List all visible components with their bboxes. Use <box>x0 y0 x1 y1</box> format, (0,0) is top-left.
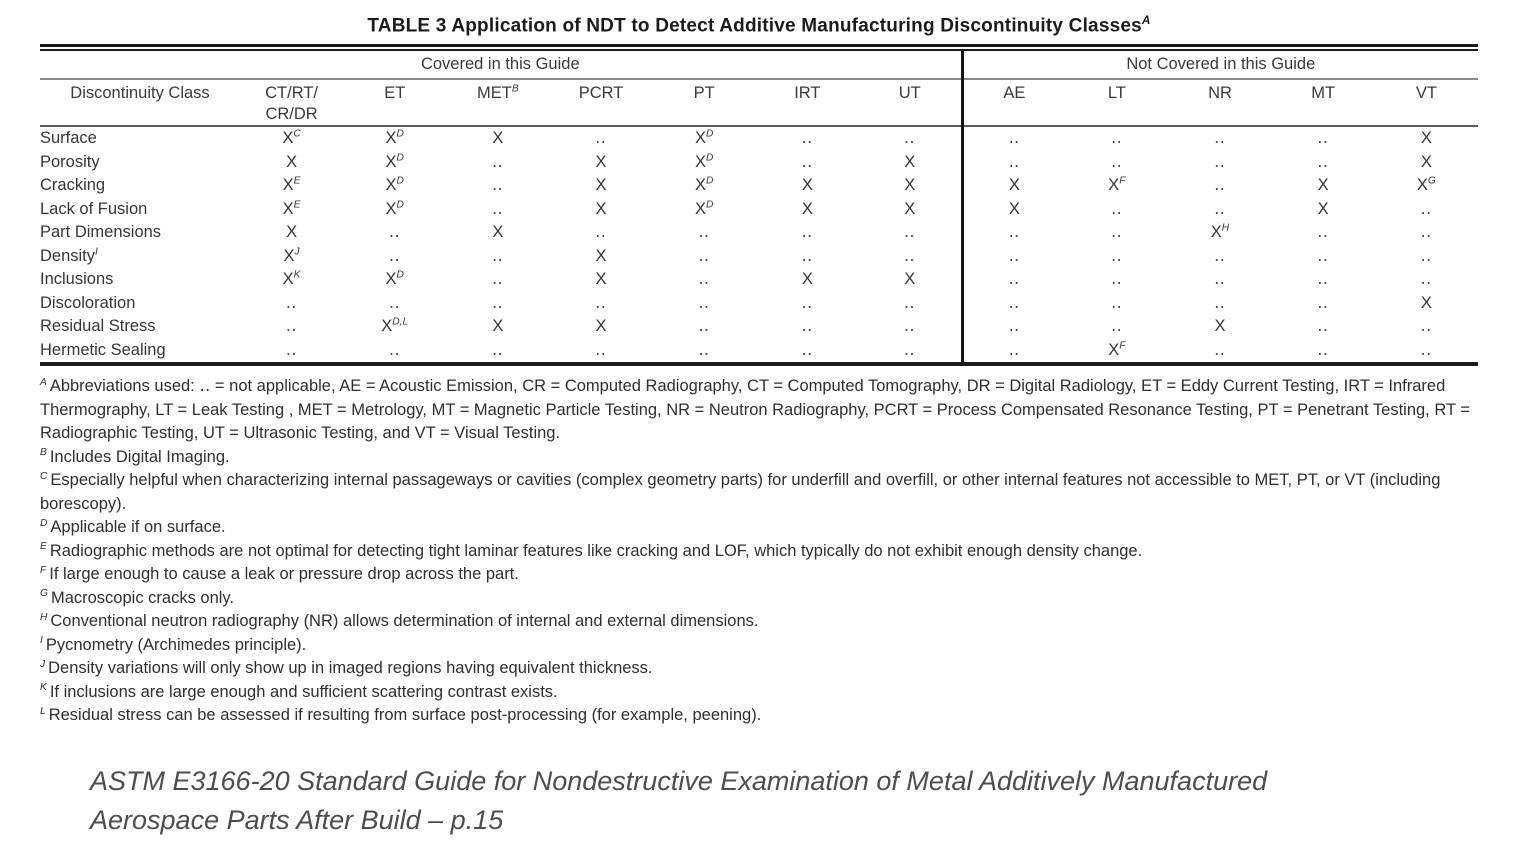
not-applicable-mark: ‥ <box>903 246 916 265</box>
footnote-k: $^K$ If inclusions are large enough and sufficient scattering contrast exists. <box>40 682 558 701</box>
table-cell <box>446 292 549 316</box>
group-header-row <box>40 51 1478 79</box>
table-cell: X <box>595 176 607 195</box>
footnote-e: $^E$ Radiographic methods are not optimal for detecting tight laminar features like cracking and LOF, which typically do not exhibit enough density change. <box>40 541 1143 560</box>
table-cell <box>859 339 962 365</box>
not-applicable-mark: ‥ <box>1008 317 1021 336</box>
table-cell: $X^D$ <box>695 128 714 148</box>
table-cell <box>653 268 756 292</box>
table-row <box>40 126 1478 151</box>
group-header-not-covered: Not Covered in this Guide <box>962 51 1478 79</box>
not-applicable-mark: ‥ <box>903 223 916 242</box>
table-cell <box>962 126 1065 151</box>
not-applicable-mark: ‥ <box>698 246 711 265</box>
not-applicable-mark: ‥ <box>1317 293 1330 312</box>
table-cell: X <box>595 270 607 289</box>
not-applicable-mark: ‥ <box>1317 340 1330 359</box>
table-cell: X <box>595 152 607 171</box>
column-header-et: ET <box>343 79 446 126</box>
column-header-lt: LT <box>1065 79 1168 126</box>
citation-text: ASTM E3166-20 Standard Guide for Nondestructive Examination of Metal Additively Manufactured Aerospace Parts After Build – p.15 <box>90 765 1268 835</box>
not-applicable-mark: ‥ <box>388 223 401 242</box>
ndt-application-table <box>40 51 1478 366</box>
not-applicable-mark: ‥ <box>1317 129 1330 148</box>
table-cell <box>240 315 343 339</box>
not-applicable-mark: ‥ <box>1008 152 1021 171</box>
table-cell: $X^E$ <box>282 199 301 218</box>
table-cell: X <box>1317 176 1329 195</box>
table-cell <box>756 245 859 269</box>
not-applicable-mark: ‥ <box>1008 129 1021 148</box>
table-cell <box>859 245 962 269</box>
not-applicable-mark: ‥ <box>1213 340 1226 359</box>
not-applicable-mark: ‥ <box>801 223 814 242</box>
table-cell: X <box>595 317 607 336</box>
table-row <box>40 245 1478 269</box>
not-applicable-mark: ‥ <box>1110 317 1123 336</box>
table-cell: $X^D$ <box>695 152 714 171</box>
table-cell <box>653 221 756 245</box>
table-cell: $X^E$ <box>282 175 301 195</box>
table-cell: $X^D$ <box>385 269 404 289</box>
not-applicable-mark: ‥ <box>698 270 711 289</box>
column-header-pt: PT <box>653 79 756 126</box>
table-cell <box>446 339 549 365</box>
table-cell: $X^F$ <box>1108 340 1126 359</box>
table-cell <box>1375 245 1478 269</box>
table-cell <box>859 292 962 316</box>
column-header-pcrt: PCRT <box>549 79 652 126</box>
table-cell <box>962 315 1065 339</box>
not-applicable-mark: ‥ <box>1420 223 1433 242</box>
table-cell: X <box>801 199 813 218</box>
table-cell: X <box>962 198 1065 222</box>
table-cell <box>1272 245 1375 269</box>
table-cell <box>343 221 446 245</box>
table-cell <box>343 245 446 269</box>
table-cell <box>446 245 549 269</box>
footnote-i: $^I$ Pycnometry (Archimedes principle). <box>40 635 307 654</box>
not-applicable-mark: ‥ <box>1317 317 1330 336</box>
table-cell <box>1065 245 1168 269</box>
footnote-h: $^H$ Conventional neutron radiography (NR) allows determination of internal and external dimensions. <box>40 611 759 631</box>
table-row <box>40 292 1478 316</box>
not-applicable-mark: ‥ <box>491 199 504 218</box>
table-cell: $X^K$ <box>282 269 301 289</box>
not-applicable-mark: ‥ <box>595 340 608 359</box>
table-cell: X <box>904 199 916 218</box>
row-label: Discoloration <box>40 293 136 312</box>
not-applicable-mark: ‥ <box>1420 317 1433 336</box>
not-applicable-mark: ‥ <box>1420 199 1433 218</box>
not-applicable-mark: ‥ <box>491 152 504 171</box>
not-applicable-mark: ‥ <box>1110 246 1123 265</box>
column-header-ae: AE <box>962 79 1065 126</box>
table-cell: $X^G$ <box>1416 175 1436 195</box>
not-applicable-mark: ‥ <box>1213 199 1226 218</box>
not-applicable-mark: ‥ <box>1317 223 1330 242</box>
table-cell <box>1375 268 1478 292</box>
table-cell <box>1168 245 1271 269</box>
row-label: Lack of Fusion <box>40 199 148 218</box>
table-cell <box>1065 268 1168 292</box>
not-applicable-mark: ‥ <box>1110 270 1123 289</box>
not-applicable-mark: ‥ <box>801 293 814 312</box>
footnotes-block <box>40 375 1478 728</box>
table-title-text: TABLE 3 Application of NDT to Detect Additive Manufacturing Discontinuity Classes <box>367 15 1142 37</box>
table-cell: X <box>1420 129 1432 148</box>
table-cell <box>1272 151 1375 175</box>
not-applicable-mark: ‥ <box>1110 199 1123 218</box>
table-cell <box>756 151 859 175</box>
table-cell <box>756 221 859 245</box>
not-applicable-mark: ‥ <box>285 340 298 359</box>
table-cell <box>653 292 756 316</box>
not-applicable-mark: ‥ <box>698 223 711 242</box>
row-label: Part Dimensions <box>40 223 162 242</box>
table-cell: $X^H$ <box>1210 222 1230 242</box>
table-cell <box>1065 221 1168 245</box>
table-cell <box>343 292 446 316</box>
not-applicable-mark: ‥ <box>491 246 504 265</box>
table-cell <box>446 268 549 292</box>
table-cell <box>962 221 1065 245</box>
not-applicable-mark: ‥ <box>903 129 916 148</box>
table-top-rule <box>40 44 1478 51</box>
row-label: Surface <box>40 129 97 148</box>
not-applicable-mark: ‥ <box>1317 270 1330 289</box>
not-applicable-mark: ‥ <box>1110 223 1123 242</box>
table-cell <box>1168 292 1271 316</box>
table-cell: X <box>904 270 916 289</box>
table-cell: X <box>904 152 916 171</box>
table-cell <box>1272 126 1375 151</box>
table-cell <box>1065 315 1168 339</box>
table-cell <box>756 315 859 339</box>
column-header-row <box>40 79 1478 126</box>
not-applicable-mark: ‥ <box>1110 129 1123 148</box>
table-cell: X <box>1317 199 1329 218</box>
table-row <box>40 268 1478 292</box>
not-applicable-mark: ‥ <box>1110 152 1123 171</box>
table-cell <box>653 315 756 339</box>
citation <box>90 762 1280 840</box>
not-applicable-mark: ‥ <box>903 340 916 359</box>
table-cell <box>1168 151 1271 175</box>
table-cell: $X^{D,L}$ <box>381 316 409 336</box>
table-cell <box>1065 151 1168 175</box>
footnote-j: $^J$ Density variations will only show up in imaged regions having equivalent thickness. <box>40 658 653 678</box>
table-cell <box>962 339 1065 365</box>
table-cell <box>1065 126 1168 151</box>
table-cell: X <box>1214 317 1226 336</box>
table-cell <box>1375 221 1478 245</box>
not-applicable-mark: ‥ <box>1213 176 1226 195</box>
table-cell <box>756 126 859 151</box>
table-cell <box>1375 198 1478 222</box>
group-header-covered: Covered in this Guide <box>40 51 962 79</box>
table-cell: $X^F$ <box>1108 175 1126 195</box>
table-cell: X <box>286 223 298 242</box>
table-cell <box>1168 268 1271 292</box>
table-cell <box>962 268 1065 292</box>
table-row <box>40 221 1478 245</box>
table-row <box>40 315 1478 339</box>
table-cell <box>549 126 652 151</box>
table-cell <box>240 292 343 316</box>
table-cell <box>653 339 756 365</box>
not-applicable-mark: ‥ <box>595 293 608 312</box>
table-row <box>40 174 1478 198</box>
table-cell: X <box>492 129 504 148</box>
table-cell: X <box>492 317 504 336</box>
table-cell: $X^D$ <box>385 152 404 171</box>
column-header-nr: NR <box>1168 79 1271 126</box>
table-cell: $X^D$ <box>695 199 714 218</box>
table-cell: X <box>286 152 298 171</box>
table-cell: X <box>595 246 607 265</box>
not-applicable-mark: ‥ <box>1008 293 1021 312</box>
table-cell <box>1168 339 1271 365</box>
table-cell <box>549 339 652 365</box>
not-applicable-mark: ‥ <box>1213 129 1226 148</box>
table-row <box>40 339 1478 365</box>
footnote-f: $^F$ If large enough to cause a leak or pressure drop across the part. <box>40 564 519 584</box>
not-applicable-mark: ‥ <box>388 246 401 265</box>
not-applicable-mark: ‥ <box>1110 293 1123 312</box>
footnote-a: $^A$ Abbreviations used: ‥ = not applicable, AE = Acoustic Emission, CR = Computed Radiography, CT = Computed Tomography, DR = Digital Radiology, ET = Eddy Current Testing, IRT = Infrared Thermography, LT = Leak Testing , MET = Metrology, MT = Magnetic Particle Testing, NR = Neutron Radiography, PCRT = Process Compensated Resonance Testing, PT = Penetrant Testing, RT = Radiographic Testing, UT = Ultrasonic Testing, and VT = Visual Testing. <box>40 376 1470 443</box>
table-cell <box>1375 339 1478 365</box>
table-cell <box>962 245 1065 269</box>
not-applicable-mark: ‥ <box>1008 223 1021 242</box>
table-cell <box>240 339 343 365</box>
not-applicable-mark: ‥ <box>903 317 916 336</box>
not-applicable-mark: ‥ <box>491 293 504 312</box>
not-applicable-mark: ‥ <box>1213 293 1226 312</box>
not-applicable-mark: ‥ <box>1213 270 1226 289</box>
table-cell <box>1272 315 1375 339</box>
not-applicable-mark: ‥ <box>698 293 711 312</box>
footnote-b: $^B$ Includes Digital Imaging. <box>40 447 230 466</box>
column-header-irt: IRT <box>756 79 859 126</box>
not-applicable-mark: ‥ <box>285 293 298 312</box>
table-cell: X <box>1420 152 1432 171</box>
not-applicable-mark: ‥ <box>903 293 916 312</box>
not-applicable-mark: ‥ <box>1213 152 1226 171</box>
not-applicable-mark: ‥ <box>388 293 401 312</box>
table-cell <box>549 292 652 316</box>
table-title <box>40 14 1478 37</box>
row-label: Hermetic Sealing <box>40 340 166 359</box>
not-applicable-mark: ‥ <box>1317 152 1330 171</box>
table-cell: X <box>492 223 504 242</box>
not-applicable-mark: ‥ <box>1213 246 1226 265</box>
table-cell <box>756 292 859 316</box>
table-cell: $X^D$ <box>385 128 404 148</box>
column-header-discontinuity-class: Discontinuity Class <box>40 79 240 126</box>
not-applicable-mark: ‥ <box>1317 246 1330 265</box>
not-applicable-mark: ‥ <box>595 223 608 242</box>
not-applicable-mark: ‥ <box>698 340 711 359</box>
not-applicable-mark: ‥ <box>1008 270 1021 289</box>
not-applicable-mark: ‥ <box>1008 340 1021 359</box>
row-label: Inclusions <box>40 270 114 289</box>
not-applicable-mark: ‥ <box>698 317 711 336</box>
not-applicable-mark: ‥ <box>285 317 298 336</box>
table-cell <box>1272 292 1375 316</box>
table-cell: X <box>595 199 607 218</box>
not-applicable-mark: ‥ <box>388 340 401 359</box>
table-cell <box>1272 221 1375 245</box>
column-header-ut: UT <box>859 79 962 126</box>
table-cell <box>1375 315 1478 339</box>
footnote-d: $^D$ Applicable if on surface. <box>40 517 226 537</box>
column-header-ctrt: CT/RT/ CR/DR <box>240 79 343 126</box>
not-applicable-mark: ‥ <box>491 176 504 195</box>
footnote-c: $^C$ Especially helpful when characterizing internal passageways or cavities (complex geometry parts) for underfill and overfill, or other internal features not accessible to MET, PT, or VT (including borescopy). <box>40 470 1441 513</box>
not-applicable-mark: ‥ <box>491 340 504 359</box>
table-cell <box>1168 126 1271 151</box>
table-cell: $X^D$ <box>385 199 404 218</box>
table-cell: X <box>904 176 916 195</box>
table-cell <box>859 126 962 151</box>
table-cell <box>549 221 652 245</box>
not-applicable-mark: ‥ <box>801 129 814 148</box>
not-applicable-mark: ‥ <box>801 152 814 171</box>
table-cell: X <box>962 174 1065 198</box>
table-cell <box>962 292 1065 316</box>
table-cell <box>446 174 549 198</box>
table-cell <box>756 339 859 365</box>
not-applicable-mark: ‥ <box>1420 340 1433 359</box>
not-applicable-mark: ‥ <box>1008 246 1021 265</box>
not-applicable-mark: ‥ <box>801 246 814 265</box>
column-header-met: $MET^B$ <box>446 79 549 126</box>
table-cell <box>1065 292 1168 316</box>
row-label: Residual Stress <box>40 317 156 336</box>
table-cell <box>1065 198 1168 222</box>
table-cell: $X^D$ <box>385 175 404 195</box>
table-cell <box>1168 174 1271 198</box>
footnote-l: $^L$ Residual stress can be assessed if resulting from surface post-processing (for example, peening). <box>40 705 762 725</box>
table-cell <box>859 315 962 339</box>
not-applicable-mark: ‥ <box>801 340 814 359</box>
footnote-g: $^G$ Macroscopic cracks only. <box>40 588 235 607</box>
not-applicable-mark: ‥ <box>801 317 814 336</box>
table-cell <box>859 221 962 245</box>
column-header-mt: MT <box>1272 79 1375 126</box>
not-applicable-mark: ‥ <box>1420 246 1433 265</box>
table-row <box>40 151 1478 175</box>
not-applicable-mark: ‥ <box>595 129 608 148</box>
table-cell: X <box>1420 293 1432 312</box>
column-header-vt: VT <box>1375 79 1478 126</box>
table-row <box>40 198 1478 222</box>
not-applicable-mark: ‥ <box>491 270 504 289</box>
table-cell: X <box>801 176 813 195</box>
row-label: Cracking <box>40 176 106 195</box>
table-cell <box>1272 268 1375 292</box>
not-applicable-mark: ‥ <box>1420 270 1433 289</box>
table-cell <box>343 339 446 365</box>
table-cell: $X^D$ <box>695 175 714 195</box>
table-cell: $X^J$ <box>283 246 300 265</box>
table-cell: $X^C$ <box>282 128 301 148</box>
row-label: Density$^I$ <box>40 246 98 265</box>
table-cell <box>653 245 756 269</box>
table-cell <box>1168 198 1271 222</box>
table-title-footnote-marker: A <box>1141 14 1151 27</box>
row-label: Porosity <box>40 152 100 171</box>
table-cell <box>1272 339 1375 365</box>
table-cell <box>446 151 549 175</box>
table-cell: X <box>801 270 813 289</box>
table-cell <box>446 198 549 222</box>
table-cell <box>962 151 1065 175</box>
